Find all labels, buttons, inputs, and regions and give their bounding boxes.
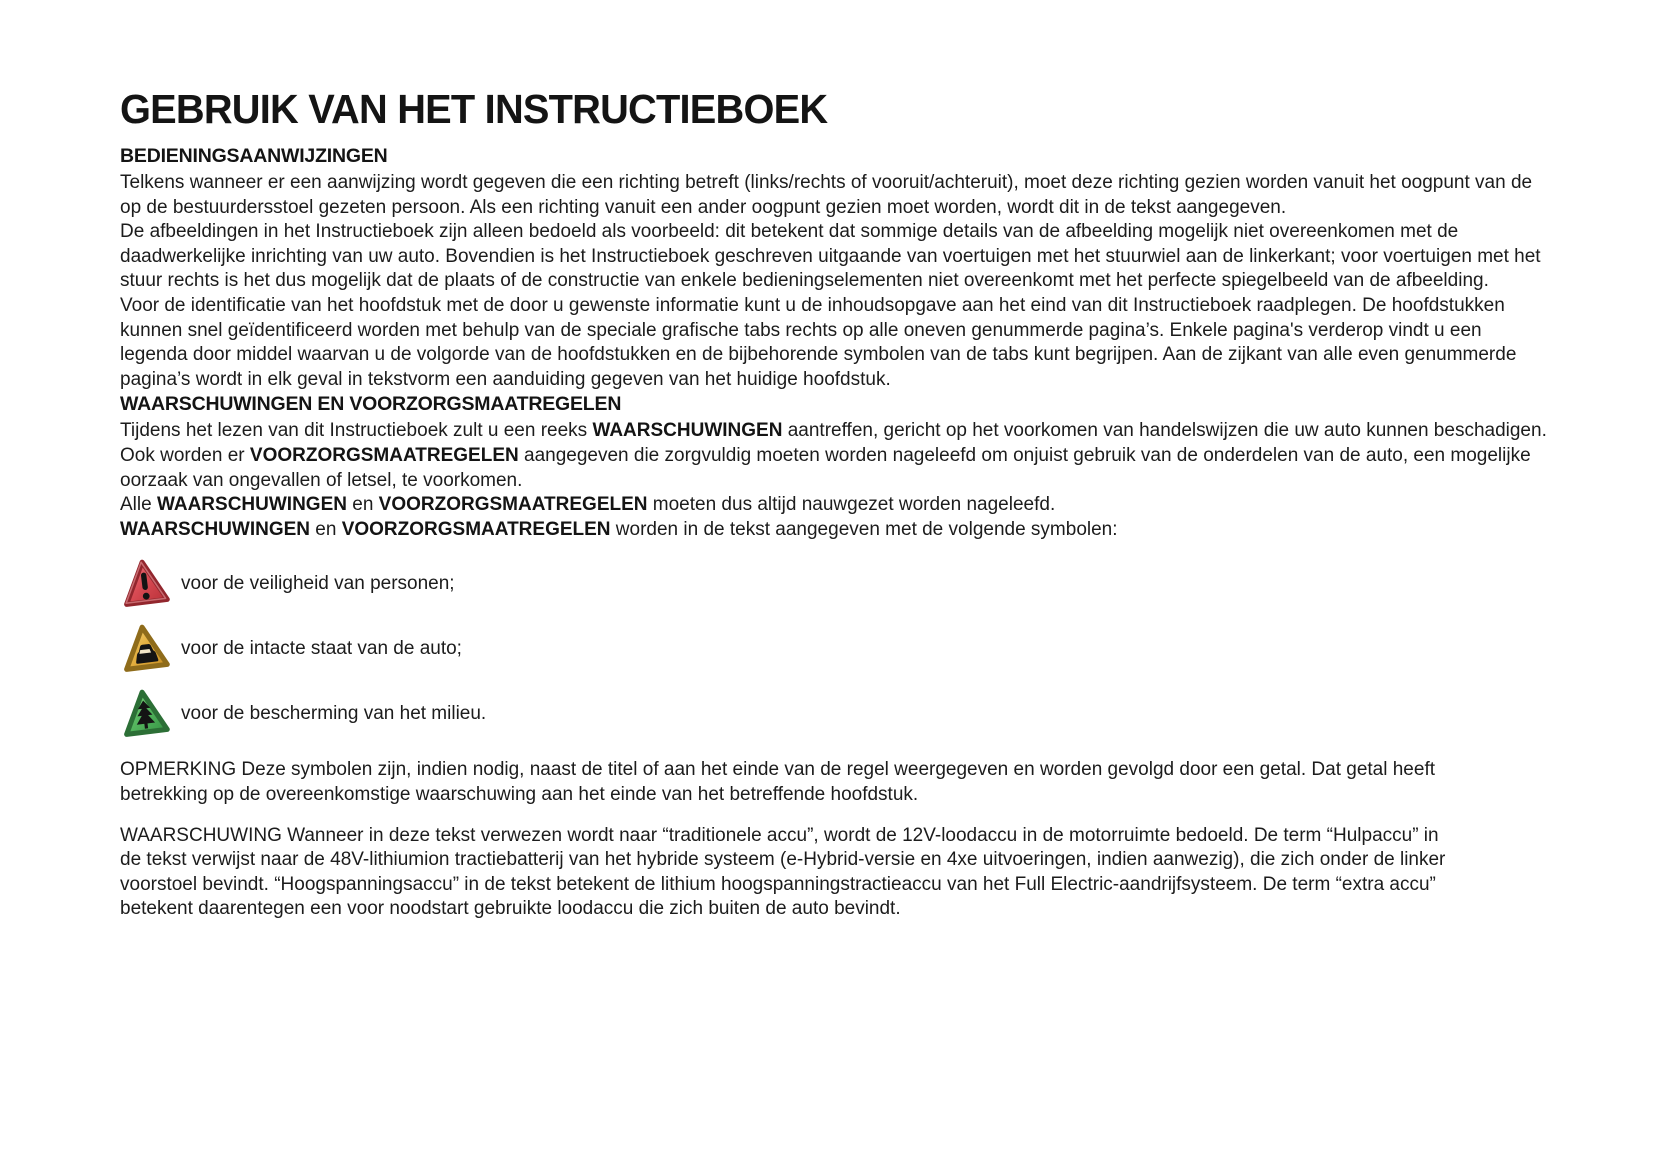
symbol-legend — [120, 556, 1552, 742]
legend-label-vehicle: voor de intacte staat van de auto; — [181, 638, 462, 660]
paragraph-observe-all: Alle WAARSCHUWINGEN en VOORZORGSMAATREGELEN moeten dus altijd nauwgezet worden nageleefd. — [120, 494, 1056, 516]
section-heading-waarschuwingen: WAARSCHUWINGEN EN VOORZORGSMAATREGELEN — [120, 393, 622, 416]
paragraph-illustrations: De afbeeldingen in het Instructieboek zijn alleen bedoeld als voorbeeld: dit betekent dat sommige details van de afbeelding mogelijk niet overeenkomen met de daadwerkelijke inrichting van uw auto. Bovendien is het Instructieboek geschreven uitgaande van voertuigen met het stuurwiel aan de linkerkant; voor voertuigen met het stuur rechts is het dus mogelijk dat de plaats of de constructie van enkele bedieningselementen niet overeenkomt met het perfecte spiegelbeeld van de afbeelding. — [120, 221, 1541, 292]
paragraph-directions: Telkens wanneer er een aanwijzing wordt gegeven die een richting betreft (links/rechts of vooruit/achteruit), moet deze richting gezien worden vanuit het oogpunt van de op de bestuurdersstoel gezeten persoon. Als een richting vanuit een ander oogpunt gezien moet worden, wordt dit in de tekst aangegeven. — [120, 172, 1533, 218]
vehicle-warning-triangle-icon — [120, 621, 170, 677]
safety-warning-triangle-icon — [120, 556, 170, 612]
legend-row-environment — [120, 686, 1552, 742]
note-waarschuwing: WAARSCHUWING Wanneer in deze tekst verwezen wordt naar “traditionele accu”, wordt de 12V-loodaccu in de motorruimte bedoeld. De term “Hulpaccu” in de tekst verwijst naar de 48V-lithiumion tractiebatterij van het hybride systeem (e-Hybrid-versie en 4xe uitvoeringen, indien aanwezig), die zich onder de linker voorstoel bevindt. “Hoogspanningsaccu” in de tekst betekent de lithium hoogspanningstractieaccu van het Full Electric-aandrijfsysteem. De term “extra accu” betekent daarentegen een voor noodstart gebruikte loodaccu die zich buiten de auto bevindt. — [120, 824, 1446, 920]
legend-row-safety — [120, 556, 1552, 612]
note-opmerking: OPMERKING Deze symbolen zijn, indien nodig, naast de titel of aan het einde van de regel weergegeven en worden gevolgd door een getal. Dat getal heeft betrekking op de overeenkomstige waarschuwing aan het einde van het betreffende hoofdstuk. — [120, 759, 1435, 805]
legend-row-vehicle — [120, 621, 1552, 677]
section-heading-bedieningsaanwijzingen: BEDIENINGSAANWIJZINGEN — [120, 145, 388, 167]
paragraph-chapter-identification: Voor de identificatie van het hoofdstuk met de door u gewenste informatie kunt u de inhoudsopgave aan het eind van dit Instructieboek raadplegen. De hoofdstukken kunnen snel geïdentificeerd worden met behulp van de speciale grafische tabs rechts op alle oneven genummerde pagina’s. Enkele pagina's verderop vindt u een legenda door middel waarvan u de volgorde van de hoofdstukken en de bijbehorende symbolen van de tabs kunt begrijpen. Aan de zijkant van alle even genummerde pagina’s wordt in elk geval in tekstvorm een aanduiding gegeven van het huidige hoofdstuk. — [120, 294, 1517, 390]
page-content — [120, 86, 1552, 922]
paragraph-warnings-intro: Tijdens het lezen van dit Instructieboek zult u een reeks WAARSCHUWINGEN aantreffen, gericht op het voorkomen van handelswijzen die uw auto kunnen beschadigen. — [120, 420, 1547, 442]
paragraph-symbols-intro: WAARSCHUWINGEN en VOORZORGSMAATREGELEN worden in de tekst aangegeven met de volgende symbolen: — [120, 518, 1118, 540]
paragraph-precautions-intro: Ook worden er VOORZORGSMAATREGELEN aangegeven die zorgvuldig moeten worden nageleefd om onjuist gebruik van de onderdelen van de auto, een mogelijke oorzaak van ongevallen of letsel, te voorkomen. — [120, 444, 1531, 491]
legend-label-safety: voor de veiligheid van personen; — [181, 573, 455, 595]
legend-label-environment: voor de bescherming van het milieu. — [181, 703, 487, 725]
page-title: GEBRUIK VAN HET INSTRUCTIEBOEK — [120, 86, 828, 132]
environment-warning-triangle-icon — [120, 686, 170, 742]
